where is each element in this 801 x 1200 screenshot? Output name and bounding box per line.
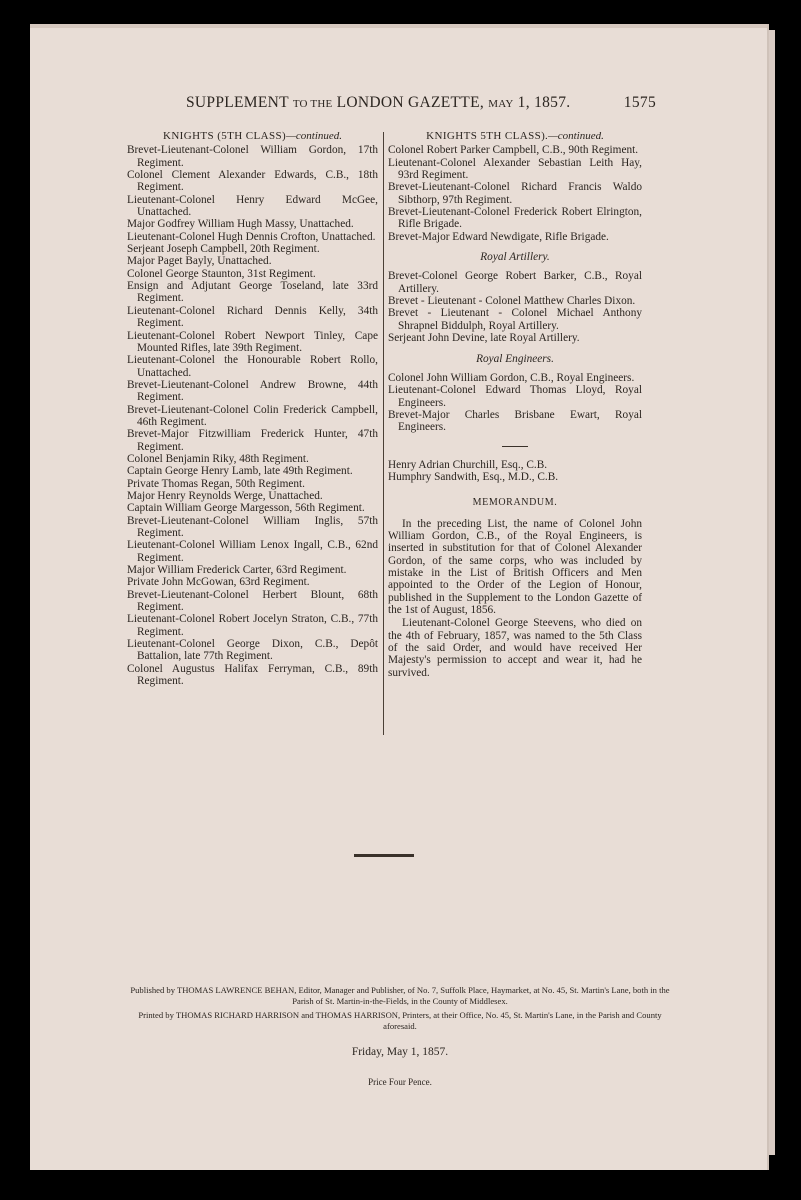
list-item: Private John McGowan, 63rd Regiment. (127, 576, 310, 589)
list-item: Colonel George Staunton, 31st Regiment. (127, 267, 316, 280)
end-rule (354, 854, 414, 857)
right-entry-list (388, 144, 642, 243)
list-item: Major Paget Bayly, Unattached. (127, 255, 272, 268)
list-item: Brevet-Major Edward Newdigate, Rifle Brigade. (388, 230, 609, 243)
list-item: Major Henry Reynolds Werge, Unattached. (127, 489, 323, 502)
header-to-the: TO THE (292, 98, 333, 110)
list-item: Colonel Benjamin Riky, 48th Regiment. (127, 452, 309, 465)
header-gazette: LONDON GAZETTE, (336, 94, 485, 111)
list-item: Serjeant Joseph Campbell, 20th Regiment. (127, 243, 320, 256)
list-item: Brevet-Lieutenant-Colonel Richard Francis Waldo Sibthorp, 97th Regiment. (388, 181, 642, 206)
list-item: Major William Frederick Carter, 63rd Regiment. (127, 564, 347, 577)
right-heading-class: KNIGHTS 5TH CLASS) (426, 130, 546, 142)
left-heading-continued: —continued. (286, 130, 343, 142)
list-item: Private Thomas Regan, 50th Regiment. (127, 477, 306, 490)
list-item: Major Godfrey William Hugh Massy, Unattached. (127, 218, 354, 231)
printer-notice: Printed by THOMAS RICHARD HARRISON and THOMAS HARRISON, Printers, at their Office, No. 45, St. Martin's Lane, in the Parish and County aforesaid. (138, 1010, 662, 1031)
list-item: Lieutenant-Colonel George Dixon, C.B., Depôt Battalion, late 77th Regiment. (127, 638, 378, 663)
royal-artillery-title: Royal Artillery. (480, 251, 550, 264)
list-item: Colonel Augustus Halifax Ferryman, C.B., 89th Regiment. (127, 662, 378, 688)
header-supplement: SUPPLEMENT (186, 94, 289, 111)
column-rule (383, 132, 384, 735)
list-item: Henry Adrian Churchill, Esq., C.B. (388, 458, 548, 471)
list-item: Brevet - Lieutenant - Colonel Matthew Charles Dixon. (388, 295, 636, 308)
list-item: Brevet-Lieutenant-Colonel Frederick Robert Elrington, Rifle Brigade. (388, 206, 642, 231)
memorandum-heading: MEMORANDUM. (472, 497, 558, 509)
list-item: Colonel Clement Alexander Edwards, C.B., 18th Regiment. (127, 169, 378, 194)
list-item: Lieutenant-Colonel Robert Jocelyn Straton, C.B., 77th Regiment. (127, 613, 378, 638)
list-item: Captain William George Margesson, 56th Regiment. (127, 502, 365, 515)
artillery-entry-list (388, 270, 642, 344)
list-item: Lieutenant-Colonel Richard Dennis Kelly, 34th Regiment. (127, 304, 378, 330)
list-item: Lieutenant-Colonel Hugh Dennis Crofton, Unattached. (127, 230, 376, 243)
list-item: Lieutenant-Colonel Edward Thomas Lloyd, Royal Engineers. (388, 384, 642, 409)
list-item: Humphry Sandwith, Esq., M.D., C.B. (388, 470, 559, 483)
right-heading-continued: .—continued. (545, 130, 604, 142)
engineers-entry-list (388, 372, 642, 434)
header-date: 1, 1857. (517, 94, 571, 111)
publisher-notice: Published by THOMAS LAWRENCE BEHAN, Editor, Manager and Publisher, of No. 7, Suffolk Place, Haymarket, at No. 45, St. Martin's Lane, both in the Parish of St. Martin-in-the-Fields, in the County of Middlesex. (130, 985, 670, 1006)
list-item: Lieutenant-Colonel Robert Newport Tinley, Cape Mounted Rifles, late 39th Regiment. (127, 329, 378, 354)
list-item: Brevet-Lieutenant-Colonel Andrew Browne, 44th Regiment. (127, 378, 378, 404)
list-item: Serjeant John Devine, late Royal Artillery. (388, 332, 580, 345)
list-item: Colonel Robert Parker Campbell, C.B., 90th Regiment. (388, 144, 639, 157)
list-item: Lieutenant-Colonel Henry Edward McGee, Unattached. (127, 193, 378, 219)
page-header (186, 94, 656, 112)
right-column (388, 130, 642, 680)
list-item: Brevet-Lieutenant-Colonel Colin Frederick Campbell, 46th Regiment. (127, 403, 378, 428)
left-entry-list (127, 144, 378, 687)
list-item: Brevet - Lieutenant - Colonel Michael Anthony Shrapnel Biddulph, Royal Artillery. (388, 307, 642, 332)
list-item: Lieutenant-Colonel Alexander Sebastian Leith Hay, 93rd Regiment. (388, 156, 642, 182)
list-item: Ensign and Adjutant George Toseland, late 33rd Regiment. (127, 280, 378, 305)
section-divider (502, 446, 528, 447)
list-item: Brevet-Lieutenant-Colonel William Inglis, 57th Regiment. (127, 514, 378, 539)
paper-top-edge (30, 24, 767, 28)
left-column (127, 130, 378, 687)
civil-entry-list (388, 459, 642, 484)
list-item: Brevet-Major Charles Brisbane Ewart, Royal Engineers. (388, 408, 642, 434)
memorandum-paragraph: Lieutenant-Colonel George Steevens, who died on the 4th of February, 1857, was named to the 5th Class of the said Order, and would have received Her Majesty's permission to accept and wear it, had he survived. (388, 617, 642, 679)
list-item: Brevet-Major Fitzwilliam Frederick Hunter, 47th Regiment. (127, 428, 378, 453)
list-item: Captain George Henry Lamb, late 49th Regiment. (127, 465, 353, 478)
right-column-heading (388, 130, 642, 142)
list-item: Brevet-Lieutenant-Colonel William Gordon, 17th Regiment. (127, 144, 378, 169)
royal-engineers-title: Royal Engineers. (476, 352, 554, 365)
left-column-heading (127, 130, 378, 142)
page-number: 1575 (623, 94, 656, 111)
list-item: Lieutenant-Colonel William Lenox Ingall, C.B., 62nd Regiment. (127, 539, 378, 564)
list-item: Lieutenant-Colonel the Honourable Robert Rollo, Unattached. (127, 354, 378, 379)
header-month: MAY (488, 98, 514, 110)
memorandum-paragraph: In the preceding List, the name of Colonel John William Gordon, C.B., of the Royal Engineers, is inserted in substitution for that of Colonel Alexander Gordon, of the same corps, who was included by mistake in the List of British Officers and Men appointed to the Order of the Legion of Honour, published in the Supplement to the London Gazette of the 1st of August, 1856. (388, 517, 642, 616)
list-item: Brevet-Lieutenant-Colonel Herbert Blount, 68th Regiment. (127, 588, 378, 614)
price-notice: Price Four Pence. (368, 1077, 432, 1087)
issue-date: Friday, May 1, 1857. (351, 1046, 449, 1058)
left-heading-class: KNIGHTS (5TH CLASS) (162, 130, 287, 142)
list-item: Brevet-Colonel George Robert Barker, C.B., Royal Artillery. (388, 270, 642, 295)
list-item: Colonel John William Gordon, C.B., Royal Engineers. (388, 371, 635, 384)
